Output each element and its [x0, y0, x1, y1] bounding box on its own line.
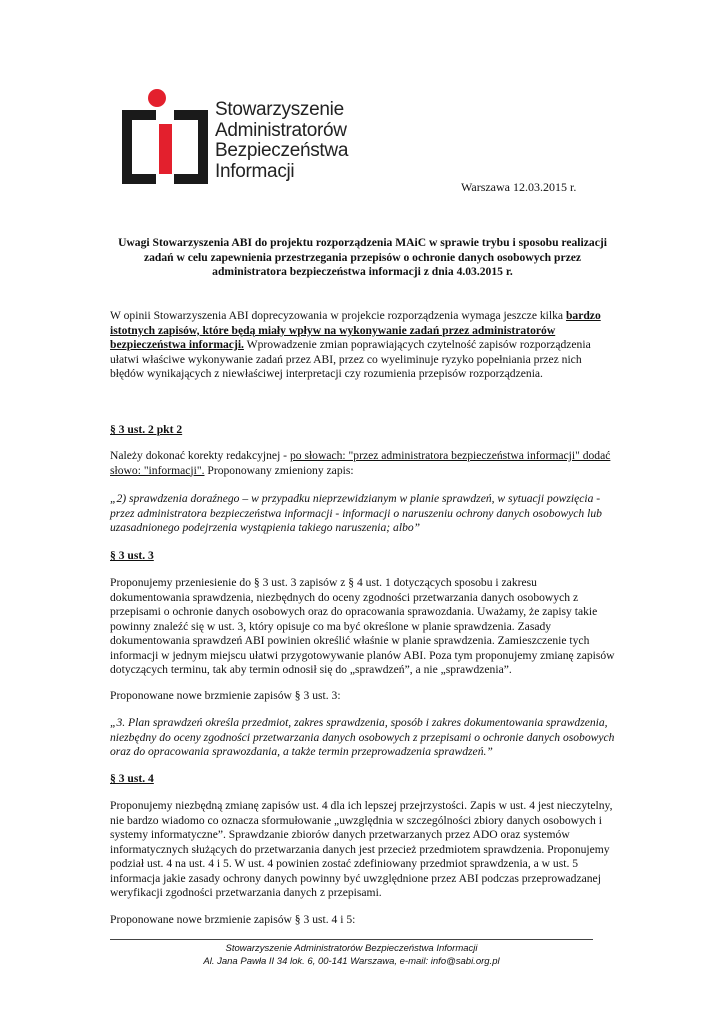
footer-address: Al. Jana Pawła II 34 lok. 6, 00-141 Warszawa, e-mail: info@sabi.org.pl — [203, 956, 500, 967]
sabi-logo-icon — [120, 88, 210, 188]
logo-right-bracket — [174, 110, 208, 184]
document-date: Warszawa 12.03.2015 r. — [461, 180, 577, 194]
logo-left-bracket — [122, 110, 156, 184]
section-paragraph: Proponujemy niezbędną zmianę zapisów ust. 4 dla ich lepszej przejrzystości. Zapis w ust. 4 jest nieczytelny, nie bardzo wiadomo co oznacza sformułowanie „uwzględnia w szczególności zbiory danych osobowych i systemy informatyczne”. Sprawdzanie zbiorów danych przetwarzanych przez ADO oraz systemów informatycznych służących do przetwarzania danych jest przecież przedmiotem sprawdzenia. Proponujemy podział ust. 4 na ust. 4 i 5. W ust. 4 powinien zostać zdefiniowany przedmiot sprawdzenia, a w ust. 5 informacja jakie zasady ochrony danych powinny być uwzględnione przez ABI podczas przeprowadzanej weryfikacji zgodności przetwarzania danych z przepisami. — [110, 799, 613, 899]
section-heading: § 3 ust. 2 pkt 2 — [110, 423, 183, 436]
brand-line: Administratorów — [215, 119, 347, 141]
footer-divider — [110, 939, 593, 940]
section-paragraph: Proponujemy przeniesienie do § 3 ust. 3 zapisów z § 4 ust. 1 dotyczących sposobu i zakresu dokumentowania sprawdzenia, niezbędnych do oceny zgodności przetwarzania danych osobowych z przepisami o ochronie danych osobowych oraz do opracowania sprawozdania. Uważamy, że zapisy takie powinny znaleźć się w ust. 3, który opisuje co ma być określone w planie sprawdzenia. Zasady dokumentowania sprawdzeń ABI powinien określić właśnie w planie sprawdzenia. Zamieszczenie tych informacji w jednym miejscu ułatwi przygotowywanie planów ABI. Poza tym proponujemy zmianę zapisów dotyczących terminu, tak aby termin odnosił się do „sprawdzeń”, a nie „sprawdzenia”. — [110, 576, 615, 676]
section-heading: § 3 ust. 4 — [110, 772, 154, 785]
section-underlined-text: po słowach: "przez administratora bezpieczeństwa informacji" dodać słowo: "informacji". — [110, 449, 611, 477]
brand-name — [215, 100, 348, 182]
logo-red-dot — [148, 89, 166, 107]
section-paragraph: Proponowane nowe brzmienie zapisów § 3 ust. 4 i 5: — [110, 913, 356, 926]
intro-emphasis: bardzo istotnych zapisów, które będą miały wpływ na wykonywanie zadań przez administratorów bezpieczeństwa informacji. — [110, 309, 601, 351]
footer-org-name: Stowarzyszenie Administratorów Bezpieczeństwa Informacji — [225, 943, 478, 954]
intro-paragraph — [110, 309, 615, 382]
brand-line: Bezpieczeństwa — [215, 140, 349, 161]
section-text: Proponowany zmieniony zapis: — [204, 463, 354, 477]
intro-text-after: Wprowadzenie zmian poprawiających czytelność zapisów rozporządzenia ułatwi właściwe wykonywanie zadań przez ABI, przez co wyeliminuje ryzyko popełniania przez nich błędów wynikających z niewłaściwej interpretacji czy rozumienia przepisów rozporządzenia. — [110, 338, 591, 380]
section-paragraph — [110, 449, 615, 478]
document-title: Uwagi Stowarzyszenia ABI do projektu rozporządzenia MAiC w sprawie trybu i sposobu realizacji zadań w celu zapewnienia przestrzegania przepisów o ochronie danych osobowych przez administratora bezpieczeństwa informacji z dnia 4.03.2015 r. — [118, 236, 607, 278]
proposed-quote: „3. Plan sprawdzeń określa przedmiot, zakres sprawdzenia, sposób i zakres dokumentowania sprawdzenia, niezbędny do oceny zgodności przetwarzania danych osobowych z przepisami o ochronie danych osobowych oraz do opracowania sprawozdania, a także termin przeprowadzenia sprawdzeń.” — [110, 716, 615, 758]
section-heading: § 3 ust. 3 — [110, 549, 154, 562]
section-paragraph: Proponowane nowe brzmienie zapisów § 3 ust. 3: — [110, 689, 341, 702]
section-text: Należy dokonać korekty redakcyjnej - — [110, 449, 290, 462]
brand-line: Stowarzyszenie — [215, 99, 344, 120]
proposed-quote: „2) sprawdzenia doraźnego – w przypadku nieprzewidzianym w planie sprawdzeń, w sytuacji powzięcia - przez administratora bezpieczeństwa informacji - informacji o naruszeniu ochrony danych osobowych lub uzasadnionego podejrzenia wystąpienia takiego naruszenia; albo” — [110, 492, 602, 534]
intro-text-before: W opinii Stowarzyszenia ABI doprecyzowania w projekcie rozporządzenia wymaga jeszcze kilka — [110, 309, 566, 322]
logo-red-stem — [159, 124, 172, 174]
brand-line: Informacji — [215, 160, 295, 182]
